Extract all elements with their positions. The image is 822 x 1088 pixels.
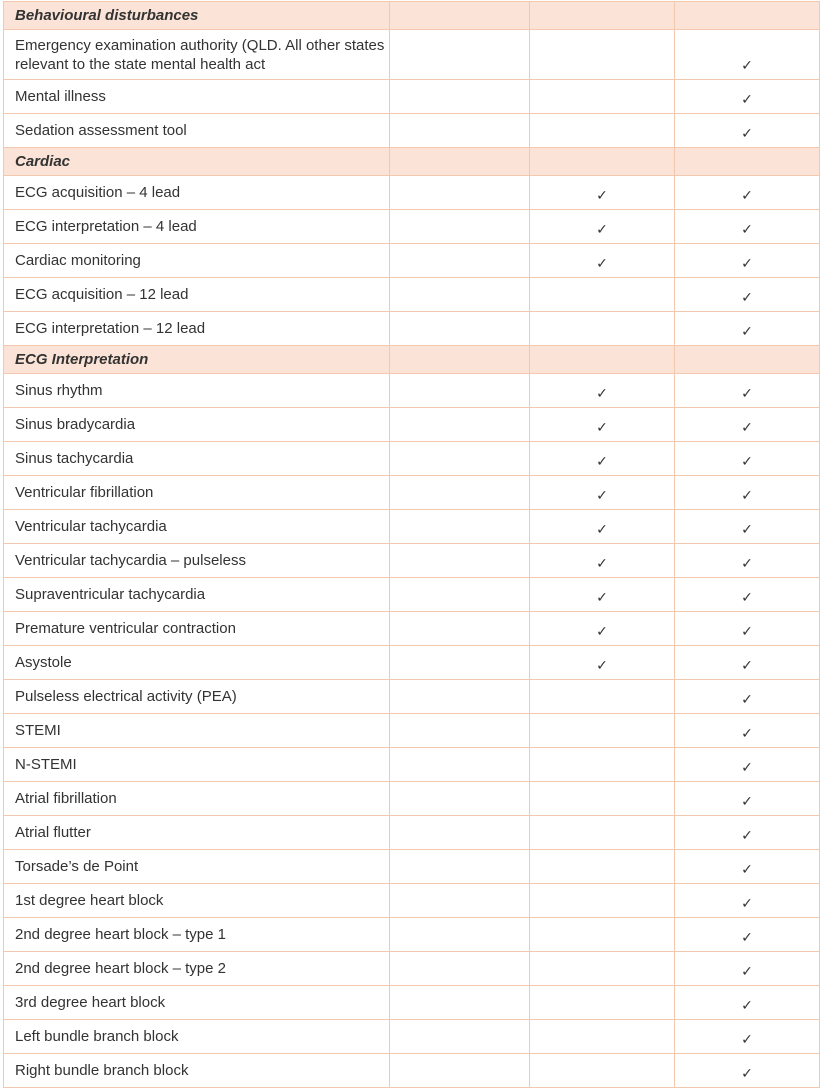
empty-cell (390, 714, 530, 748)
empty-cell (390, 176, 530, 210)
row-label: Cardiac monitoring (4, 244, 390, 278)
empty-cell (390, 544, 530, 578)
checkmark-icon: ✓ (675, 80, 820, 114)
empty-cell (390, 816, 530, 850)
checkmark-icon: ✓ (675, 1054, 820, 1088)
checkmark-icon: ✓ (530, 544, 675, 578)
checkmark-icon: ✓ (675, 176, 820, 210)
empty-cell (390, 244, 530, 278)
checkmark-icon: ✓ (675, 646, 820, 680)
checkmark-icon: ✓ (675, 30, 820, 80)
row-label: Atrial flutter (4, 816, 390, 850)
section-empty-cell (675, 148, 820, 176)
checkmark-icon: ✓ (675, 1020, 820, 1054)
row-label: Sinus rhythm (4, 374, 390, 408)
empty-cell (530, 986, 675, 1020)
checkmark-icon: ✓ (530, 442, 675, 476)
section-empty-cell (390, 346, 530, 374)
checkmark-icon: ✓ (675, 210, 820, 244)
section-empty-cell (530, 346, 675, 374)
row-label: Pulseless electrical activity (PEA) (4, 680, 390, 714)
empty-cell (390, 80, 530, 114)
table-row (4, 30, 820, 80)
section-header-row (4, 346, 820, 374)
empty-cell (530, 680, 675, 714)
row-label: Asystole (4, 646, 390, 680)
empty-cell (390, 850, 530, 884)
table-row (4, 312, 820, 346)
row-label: Ventricular fibrillation (4, 476, 390, 510)
row-label: N-STEMI (4, 748, 390, 782)
checkmark-icon: ✓ (530, 210, 675, 244)
table-row (4, 884, 820, 918)
checkmark-icon: ✓ (675, 986, 820, 1020)
row-label: Sinus bradycardia (4, 408, 390, 442)
checkmark-icon: ✓ (675, 476, 820, 510)
table-row (4, 244, 820, 278)
table-row (4, 782, 820, 816)
empty-cell (390, 578, 530, 612)
checkmark-icon: ✓ (530, 578, 675, 612)
empty-cell (390, 1020, 530, 1054)
checkmark-icon: ✓ (675, 442, 820, 476)
row-label: Ventricular tachycardia (4, 510, 390, 544)
table-row (4, 80, 820, 114)
checkmark-icon: ✓ (675, 680, 820, 714)
empty-cell (390, 1054, 530, 1088)
checkmark-icon: ✓ (675, 374, 820, 408)
competency-table (3, 1, 820, 1088)
checkmark-icon: ✓ (675, 816, 820, 850)
empty-cell (530, 278, 675, 312)
checkmark-icon: ✓ (530, 374, 675, 408)
checkmark-icon: ✓ (675, 714, 820, 748)
checkmark-icon: ✓ (675, 544, 820, 578)
row-label: Emergency examination authority (QLD. All other states relevant to the state mental health act (4, 30, 390, 80)
row-label: Supraventricular tachycardia (4, 578, 390, 612)
table-row (4, 680, 820, 714)
checkmark-icon: ✓ (675, 782, 820, 816)
empty-cell (390, 918, 530, 952)
table-row (4, 1054, 820, 1088)
checkmark-icon: ✓ (675, 510, 820, 544)
empty-cell (390, 646, 530, 680)
empty-cell (390, 748, 530, 782)
checkmark-icon: ✓ (675, 578, 820, 612)
empty-cell (390, 680, 530, 714)
row-label: 3rd degree heart block (4, 986, 390, 1020)
table-row (4, 544, 820, 578)
empty-cell (390, 210, 530, 244)
empty-cell (390, 510, 530, 544)
empty-cell (530, 1020, 675, 1054)
empty-cell (390, 114, 530, 148)
empty-cell (530, 714, 675, 748)
table-row (4, 748, 820, 782)
checkmark-icon: ✓ (675, 244, 820, 278)
empty-cell (390, 884, 530, 918)
table-row (4, 578, 820, 612)
empty-cell (390, 374, 530, 408)
section-title: Cardiac (4, 148, 390, 176)
row-label: Sinus tachycardia (4, 442, 390, 476)
checkmark-icon: ✓ (675, 312, 820, 346)
row-label: Premature ventricular contraction (4, 612, 390, 646)
checkmark-icon: ✓ (530, 510, 675, 544)
row-label: Left bundle branch block (4, 1020, 390, 1054)
table-row (4, 176, 820, 210)
checkmark-icon: ✓ (675, 748, 820, 782)
row-label: ECG interpretation – 4 lead (4, 210, 390, 244)
checkmark-icon: ✓ (530, 612, 675, 646)
table-row (4, 714, 820, 748)
empty-cell (390, 30, 530, 80)
section-empty-cell (390, 148, 530, 176)
empty-cell (530, 748, 675, 782)
row-label: 1st degree heart block (4, 884, 390, 918)
table-row (4, 476, 820, 510)
section-empty-cell (675, 2, 820, 30)
section-empty-cell (530, 148, 675, 176)
row-label: ECG acquisition – 4 lead (4, 176, 390, 210)
section-header-row (4, 2, 820, 30)
empty-cell (390, 782, 530, 816)
empty-cell (530, 782, 675, 816)
section-header-row (4, 148, 820, 176)
table-row (4, 408, 820, 442)
checkmark-icon: ✓ (675, 850, 820, 884)
table-row (4, 1020, 820, 1054)
table-row (4, 510, 820, 544)
row-label: Atrial fibrillation (4, 782, 390, 816)
table-row (4, 646, 820, 680)
empty-cell (530, 884, 675, 918)
empty-cell (530, 918, 675, 952)
empty-cell (390, 408, 530, 442)
section-empty-cell (675, 346, 820, 374)
row-label: Mental illness (4, 80, 390, 114)
empty-cell (530, 80, 675, 114)
empty-cell (390, 952, 530, 986)
section-empty-cell (530, 2, 675, 30)
checkmark-icon: ✓ (675, 408, 820, 442)
empty-cell (530, 1054, 675, 1088)
section-title: ECG Interpretation (4, 346, 390, 374)
table-row (4, 612, 820, 646)
section-empty-cell (390, 2, 530, 30)
checkmark-icon: ✓ (530, 476, 675, 510)
row-label: Torsade’s de Point (4, 850, 390, 884)
checkmark-icon: ✓ (675, 114, 820, 148)
table-row (4, 442, 820, 476)
empty-cell (530, 312, 675, 346)
empty-cell (390, 278, 530, 312)
table-row (4, 278, 820, 312)
row-label: 2nd degree heart block – type 2 (4, 952, 390, 986)
table-row (4, 850, 820, 884)
row-label: ECG acquisition – 12 lead (4, 278, 390, 312)
checkmark-icon: ✓ (530, 244, 675, 278)
table-body (4, 2, 820, 1088)
empty-cell (390, 986, 530, 1020)
row-label: ECG interpretation – 12 lead (4, 312, 390, 346)
empty-cell (530, 952, 675, 986)
empty-cell (530, 114, 675, 148)
table-row (4, 816, 820, 850)
table-row (4, 918, 820, 952)
row-label: Sedation assessment tool (4, 114, 390, 148)
checkmark-icon: ✓ (675, 952, 820, 986)
checkmark-icon: ✓ (530, 176, 675, 210)
empty-cell (390, 442, 530, 476)
checkmark-icon: ✓ (675, 918, 820, 952)
empty-cell (530, 816, 675, 850)
empty-cell (390, 612, 530, 646)
section-title: Behavioural disturbances (4, 2, 390, 30)
table-row (4, 114, 820, 148)
empty-cell (390, 476, 530, 510)
table-row (4, 374, 820, 408)
checkmark-icon: ✓ (675, 278, 820, 312)
empty-cell (390, 312, 530, 346)
checkmark-icon: ✓ (675, 612, 820, 646)
row-label: Ventricular tachycardia – pulseless (4, 544, 390, 578)
checkmark-icon: ✓ (530, 408, 675, 442)
row-label: STEMI (4, 714, 390, 748)
checkmark-icon: ✓ (530, 646, 675, 680)
row-label: 2nd degree heart block – type 1 (4, 918, 390, 952)
table-row (4, 952, 820, 986)
empty-cell (530, 850, 675, 884)
table-row (4, 986, 820, 1020)
table-row (4, 210, 820, 244)
empty-cell (530, 30, 675, 80)
checkmark-icon: ✓ (675, 884, 820, 918)
row-label: Right bundle branch block (4, 1054, 390, 1088)
